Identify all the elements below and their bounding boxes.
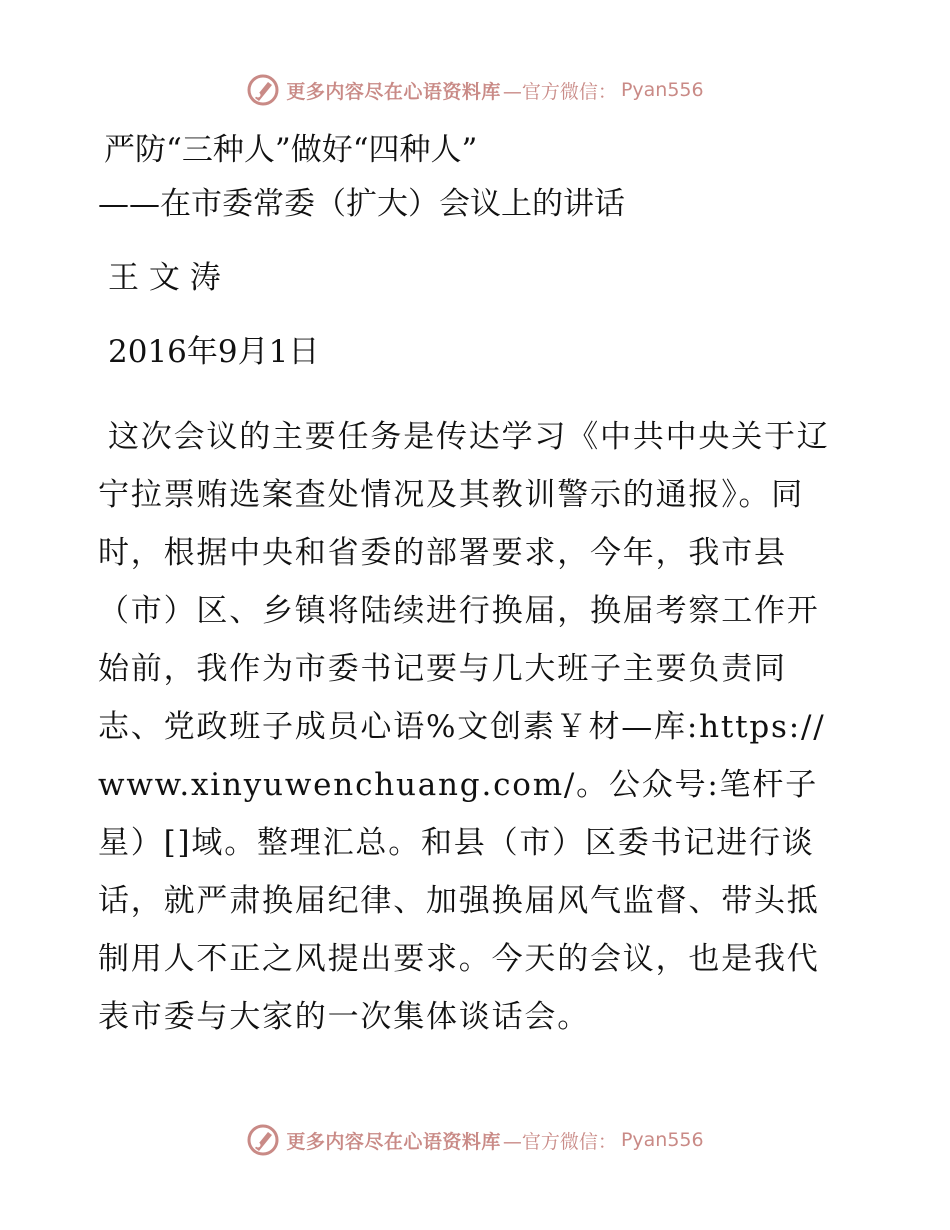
footer-watermark	[0, 1120, 950, 1160]
watermark-sub-text: —官方微信：	[502, 1130, 617, 1153]
document-author: 王 文 涛	[108, 260, 221, 296]
document-subtitle: ——在市委常委（扩大）会议上的讲话	[98, 186, 625, 222]
pen-logo-icon	[246, 1123, 280, 1157]
document-date: 2016年9月1日	[108, 334, 320, 370]
watermark-main-text: 更多内容尽在心语资料库	[286, 1130, 501, 1153]
watermark-wechat-id: Pyan556	[620, 79, 704, 101]
watermark-wechat-id: Pyan556	[620, 1129, 704, 1151]
watermark-sub-text: —官方微信：	[502, 80, 617, 103]
document-body-paragraph: 这次会议的主要任务是传达学习《中共中央关于辽宁拉票贿选案查处情况及其教训警示的通报》。同时，根据中央和省委的部署要求，今年，我市县（市）区、乡镇将陆续进行换届，换届考察工作开始前，我作为市委书记要与几大班子主要负责同志、党政班子成员心语%文创素￥材—库:https://www.xinyuwenchuang.com/。公众号:笔杆子星）[]域。整理汇总。和县（市）区委书记进行谈话，就严肃换届纪律、加强换届风气监督、带头抵制用人不正之风提出要求。今天的会议，也是我代表市委与大家的一次集体谈话会。	[98, 419, 830, 1035]
document-title: 严防“三种人”做好“四种人”	[104, 132, 478, 168]
watermark-main-text: 更多内容尽在心语资料库	[286, 80, 501, 103]
pen-logo-icon	[246, 73, 280, 107]
header-watermark	[0, 70, 950, 110]
